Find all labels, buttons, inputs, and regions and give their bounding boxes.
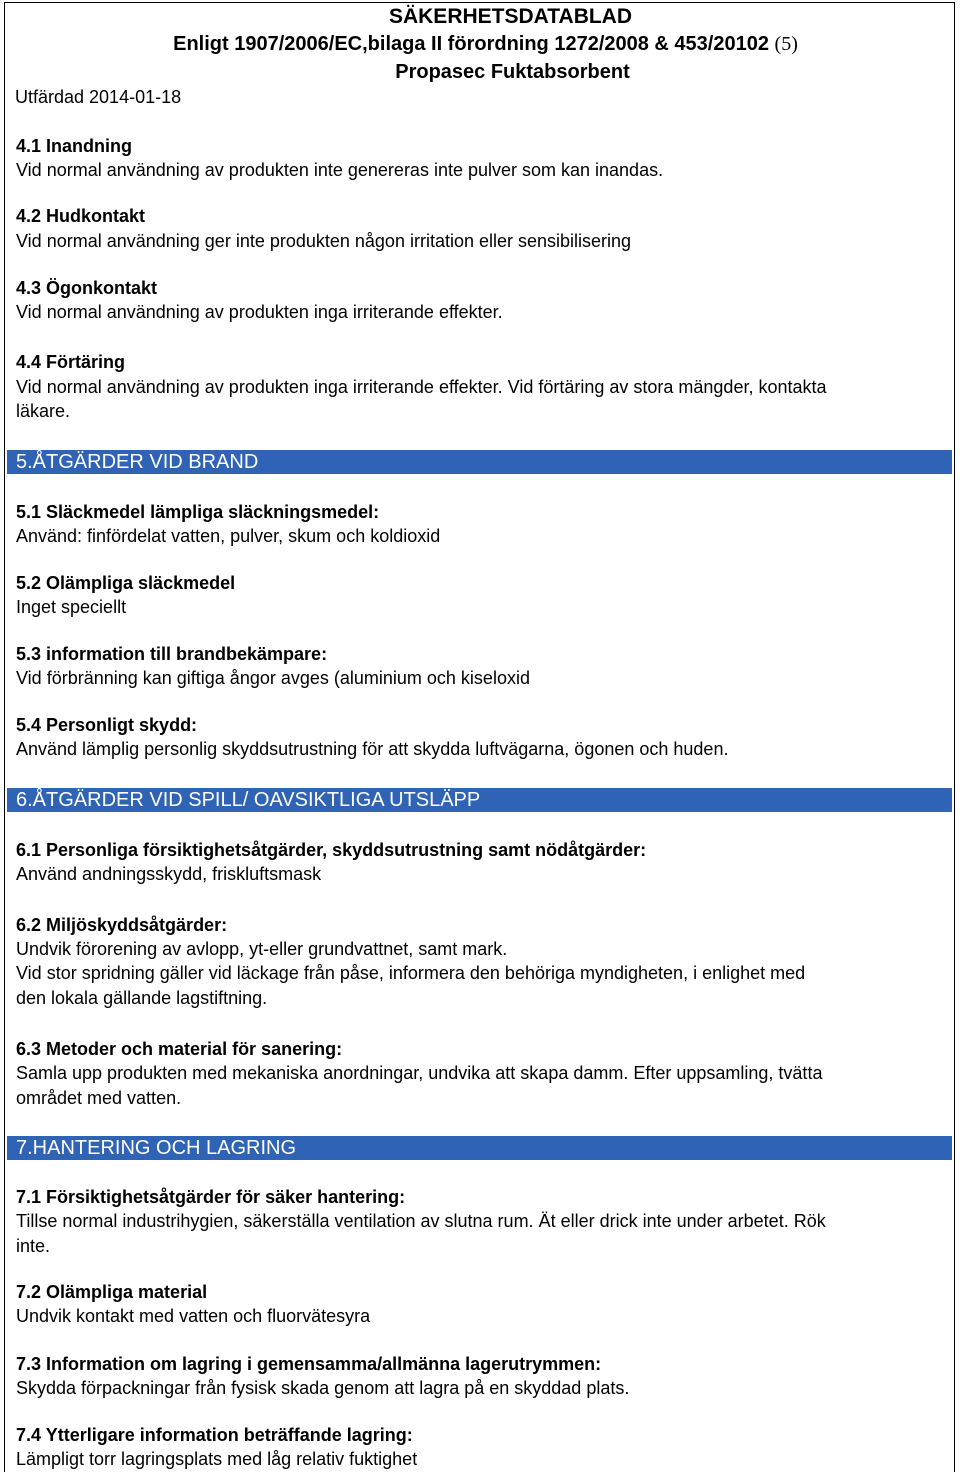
section-7-2-title: 7.2 Olämpliga material	[16, 1282, 208, 1302]
section-7-1-title: 7.1 Försiktighetsåtgärder för säker hantering:	[16, 1187, 406, 1207]
section-5-1-text: Använd: finfördelat vatten, pulver, skum och koldioxid	[16, 526, 441, 546]
section-4-4-text-1: Vid normal användning av produkten inga irriterande effekter. Vid förtäring av stora mängder, kontakta	[16, 377, 827, 397]
section-5-2-text: Inget speciellt	[16, 597, 127, 617]
section-7-1-text-1: Tillse normal industrihygien, säkerställa ventilation av slutna rum. Ät eller drick inte under arbetet. Rök	[16, 1211, 826, 1231]
section-6-1-title: 6.1 Personliga försiktighetsåtgärder, skyddsutrustning samt nödåtgärder:	[16, 840, 647, 860]
section-7-3-text: Skydda förpackningar från fysisk skada genom att lagra på en skyddad plats.	[16, 1378, 630, 1398]
section-6-2-title: 6.2 Miljöskyddsåtgärder:	[16, 915, 228, 935]
section-7-2-text: Undvik kontakt med vatten och fluorvätesyra	[16, 1306, 371, 1326]
section-4-4-text-2: läkare.	[16, 401, 71, 421]
issue-date: Utfärdad 2014-01-18	[15, 87, 182, 107]
section-6-2-text-2: Vid stor spridning gäller vid läckage från påse, informera den behöriga myndigheten, i enlighet med	[16, 963, 806, 983]
document-body	[4, 114, 955, 1472]
section-4-2-text: Vid normal användning ger inte produkten någon irritation eller sensibilisering	[16, 231, 632, 251]
section-5-4-text: Använd lämplig personlig skyddsutrustning för att skydda luftvägarna, ögonen och huden.	[16, 739, 729, 759]
section-4-4-title: 4.4 Förtäring	[16, 352, 126, 372]
section-4-3-text: Vid normal användning av produkten inga irriterande effekter.	[16, 302, 503, 322]
section-7-1-text-2: inte.	[16, 1236, 51, 1256]
section-5-3-text: Vid förbränning kan giftiga ångor avges (aluminium och kiseloxid	[16, 668, 530, 688]
section-6-2-text-3: den lokala gällande lagstiftning.	[16, 988, 268, 1008]
regulation-line	[11, 33, 960, 56]
section-6-1-text: Använd andningsskydd, friskluftsmask	[16, 864, 322, 884]
section-4-2-title: 4.2 Hudkontakt	[16, 206, 146, 226]
section-5-3-title: 5.3 information till brandbekämpare:	[16, 644, 328, 664]
document-title: SÄKERHETSDATABLAD	[388, 5, 633, 28]
section-4-1-text: Vid normal användning av produkten inte genereras inte pulver som kan inandas.	[16, 160, 664, 180]
section-4-1-title: 4.1 Inandning	[16, 136, 133, 156]
product-name: Propasec Fuktabsorbent	[395, 61, 630, 83]
section-7-4-title: 7.4 Ytterligare information beträffande lagring:	[16, 1425, 413, 1445]
section-6-3-title: 6.3 Metoder och material för sanering:	[16, 1039, 343, 1059]
document-header	[4, 2, 955, 114]
section-6-2-text-1: Undvik förorening av avlopp, yt-eller grundvattnet, samt mark.	[16, 939, 508, 959]
section-5-heading: 5.ÅTGÄRDER VID BRAND	[7, 450, 952, 474]
section-7-4-text: Lämpligt torr lagringsplats med låg relativ fuktighet	[16, 1449, 418, 1469]
section-5-1-title: 5.1 Släckmedel lämpliga släckningsmedel:	[16, 502, 380, 522]
section-5-4-title: 5.4 Personligt skydd:	[16, 715, 198, 735]
section-6-3-text-1: Samla upp produkten med mekaniska anordningar, undvika att skapa damm. Efter uppsamling, tvätta	[16, 1063, 823, 1083]
section-7-heading: 7.HANTERING OCH LAGRING	[7, 1136, 952, 1160]
section-6-3-text-2: området med vatten.	[16, 1088, 182, 1108]
regulation-text: Enligt 1907/2006/EC,bilaga II förordning 1272/2008 & 453/20102	[173, 33, 769, 55]
page-number: (5)	[774, 33, 798, 55]
section-4-3-title: 4.3 Ögonkontakt	[16, 278, 158, 298]
section-5-2-title: 5.2 Olämpliga släckmedel	[16, 573, 236, 593]
section-6-heading: 6.ÅTGÄRDER VID SPILL/ OAVSIKTLIGA UTSLÄPP	[7, 788, 952, 812]
section-7-3-title: 7.3 Information om lagring i gemensamma/allmänna lagerutrymmen:	[16, 1354, 602, 1374]
